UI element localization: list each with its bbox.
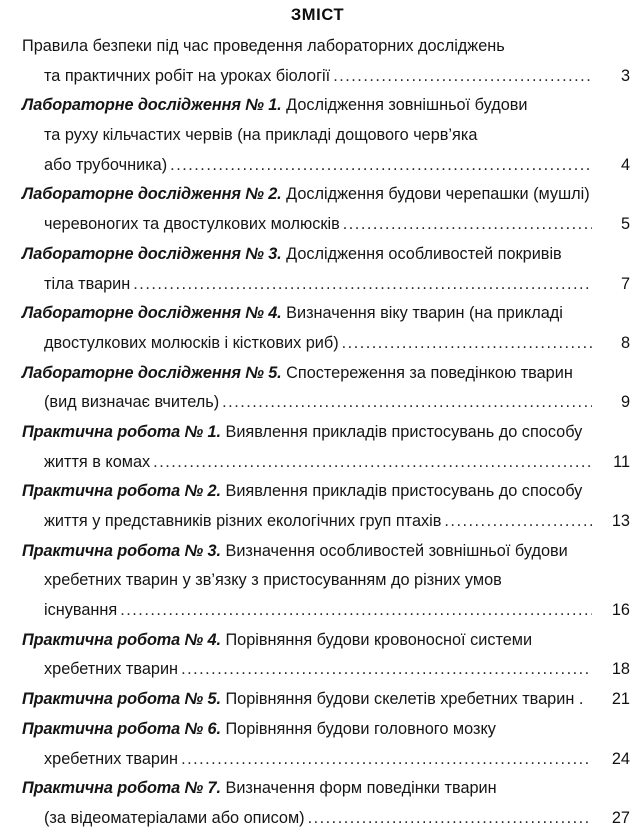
toc-entry[interactable] bbox=[0, 240, 641, 299]
toc-entry-line-text: (вид визначає вчитель) bbox=[44, 393, 220, 412]
dot-leader bbox=[170, 151, 592, 181]
toc-entry-continuation-line bbox=[0, 745, 641, 775]
toc-entry-continuation-line bbox=[0, 507, 641, 537]
toc-entry-continuation-line bbox=[0, 388, 641, 418]
toc-entry-continuation-line bbox=[0, 655, 641, 685]
toc-entry-continuation-line bbox=[0, 566, 641, 596]
dot-leader bbox=[343, 210, 592, 240]
dot-leader bbox=[342, 329, 592, 359]
toc-entry-label: Практична робота № 2. bbox=[22, 482, 221, 501]
page-number: 8 bbox=[620, 333, 630, 352]
toc-entry-first-line bbox=[0, 774, 641, 804]
toc-entry-line-text: хребетних тварин у зв’язку з пристосуванням до різних умов bbox=[44, 571, 502, 590]
toc-entry-first-line bbox=[0, 299, 641, 329]
toc-entry-continuation-line bbox=[0, 121, 641, 151]
toc-entry-text bbox=[22, 537, 568, 567]
toc-entry-text bbox=[22, 626, 532, 656]
table-of-contents-list bbox=[0, 25, 641, 834]
toc-entry-text bbox=[44, 566, 502, 596]
toc-entry-label: Лабораторне дослідження № 3. bbox=[22, 244, 282, 263]
toc-entry-line-text: життя в комах bbox=[44, 452, 151, 471]
toc-entry[interactable] bbox=[0, 91, 641, 180]
toc-entry-text bbox=[44, 388, 219, 418]
toc-entry[interactable] bbox=[0, 626, 641, 685]
toc-entry-label: Лабораторне дослідження № 5. bbox=[22, 363, 282, 382]
page-number: 27 bbox=[611, 808, 630, 827]
toc-entry-text bbox=[22, 477, 582, 507]
dot-leader bbox=[153, 448, 592, 478]
toc-entry-line-text: двостулкових молюсків і кісткових риб) bbox=[44, 333, 339, 352]
toc-entry[interactable] bbox=[0, 32, 641, 91]
toc-entry-first-line bbox=[0, 359, 641, 389]
toc-entry-continuation-line bbox=[0, 596, 641, 626]
toc-entry-line-text: Визначення віку тварин (на прикладі bbox=[286, 304, 563, 323]
toc-entry-text bbox=[22, 91, 528, 121]
toc-entry[interactable] bbox=[0, 477, 641, 536]
toc-entry-line-text: Правила безпеки під час проведення лабораторних досліджень bbox=[22, 37, 505, 55]
toc-entry-line-text: та руху кільчастих червів (на прикладі дощового черв’яка bbox=[44, 126, 478, 145]
toc-entry[interactable] bbox=[0, 537, 641, 626]
dot-leader bbox=[120, 596, 592, 626]
toc-entry-text bbox=[44, 270, 130, 300]
toc-entry-line-text: Порівняння будови скелетів хребетних тварин . bbox=[225, 690, 584, 709]
toc-entry-text bbox=[22, 359, 573, 389]
toc-entry-line-text: та практичних робіт на уроках біології bbox=[44, 66, 331, 85]
toc-entry-label: Практична робота № 5. bbox=[22, 690, 221, 709]
toc-entry[interactable] bbox=[0, 715, 641, 774]
toc-entry-text bbox=[44, 507, 441, 537]
toc-entry-text bbox=[22, 32, 505, 62]
toc-entry-continuation-line bbox=[0, 329, 641, 359]
toc-entry-continuation-line bbox=[0, 448, 641, 478]
toc-entry-label: Практична робота № 1. bbox=[22, 422, 221, 441]
toc-entry-text bbox=[22, 774, 497, 804]
toc-entry-label: Лабораторне дослідження № 4. bbox=[22, 304, 282, 323]
toc-entry-text bbox=[44, 655, 178, 685]
dot-leader bbox=[181, 745, 592, 775]
toc-entry-text bbox=[22, 240, 562, 270]
toc-entry-line-text: існування bbox=[44, 601, 118, 620]
toc-entry[interactable] bbox=[0, 359, 641, 418]
toc-entry-first-line bbox=[0, 626, 641, 656]
toc-entry-first-line bbox=[0, 477, 641, 507]
page-number: 24 bbox=[611, 749, 630, 768]
dot-leader bbox=[333, 62, 592, 92]
page-number: 21 bbox=[611, 690, 630, 709]
toc-entry-first-line bbox=[0, 32, 641, 62]
toc-entry[interactable] bbox=[0, 685, 641, 715]
toc-entry-text bbox=[22, 299, 563, 329]
toc-entry-line-text: Порівняння будови головного мозку bbox=[225, 719, 496, 738]
toc-entry-line-text: життя у представників різних екологічних груп птахів bbox=[44, 512, 442, 530]
toc-entry-first-line bbox=[0, 418, 641, 448]
toc-entry-label: Практична робота № 3. bbox=[22, 541, 221, 560]
page-number: 18 bbox=[611, 660, 630, 679]
toc-entry-text bbox=[44, 745, 178, 775]
toc-entry-line-text: хребетних тварин bbox=[44, 749, 179, 768]
dot-leader bbox=[308, 804, 592, 834]
toc-entry-continuation-line bbox=[0, 210, 641, 240]
page-number: 9 bbox=[620, 393, 630, 412]
page-number: 4 bbox=[620, 155, 630, 174]
page-number: 3 bbox=[620, 66, 630, 85]
toc-entry-line-text: Визначення особливостей зовнішньої будови bbox=[225, 541, 568, 560]
page-number: 5 bbox=[620, 215, 630, 234]
toc-entry-continuation-line bbox=[0, 151, 641, 181]
toc-entry-text bbox=[44, 151, 167, 181]
toc-entry-continuation-line bbox=[0, 270, 641, 300]
toc-entry-line-text: (за відеоматеріалами або описом) bbox=[44, 808, 305, 827]
toc-entry-text bbox=[22, 418, 582, 448]
page-number: 13 bbox=[611, 512, 630, 530]
toc-entry-line-text: Дослідження зовнішньої будови bbox=[286, 96, 528, 115]
toc-entry[interactable] bbox=[0, 774, 641, 833]
toc-entry-line-text: Визначення форм поведінки тварин bbox=[225, 779, 497, 798]
toc-entry-text bbox=[44, 210, 340, 240]
toc-entry-line-text: черевоногих та двостулкових молюсків bbox=[44, 215, 340, 234]
toc-entry-text bbox=[44, 804, 305, 834]
toc-entry-line-text: Дослідження будови черепашки (мушлі) bbox=[286, 185, 590, 204]
toc-entry-first-line bbox=[0, 537, 641, 567]
toc-entry[interactable] bbox=[0, 180, 641, 239]
toc-entry-text bbox=[44, 596, 117, 626]
toc-entry-first-line bbox=[0, 180, 641, 210]
page-number: 11 bbox=[613, 452, 630, 471]
dot-leader bbox=[181, 655, 592, 685]
toc-entry-label: Лабораторне дослідження № 2. bbox=[22, 185, 282, 204]
toc-entry-first-line bbox=[0, 715, 641, 745]
toc-entry-line-text: Дослідження особливостей покривів bbox=[286, 244, 562, 263]
toc-entry-text bbox=[22, 685, 583, 715]
toc-entry-line-text: Спостереження за поведінкою тварин bbox=[286, 363, 573, 382]
toc-entry-label: Практична робота № 4. bbox=[22, 630, 221, 649]
toc-entry-text bbox=[44, 62, 330, 92]
page-number: 16 bbox=[611, 601, 630, 620]
dot-leader bbox=[133, 270, 592, 300]
toc-entry-first-line bbox=[0, 240, 641, 270]
toc-entry-text bbox=[44, 121, 477, 151]
toc-entry-line-text: Виявлення прикладів пристосувань до способу bbox=[225, 422, 583, 441]
toc-entry-line-text: хребетних тварин bbox=[44, 660, 179, 679]
toc-entry-line-text: тіла тварин bbox=[44, 274, 131, 293]
toc-entry-first-line bbox=[0, 91, 641, 121]
toc-entry-continuation-line bbox=[0, 62, 641, 92]
page-title: ЗМІСТ bbox=[290, 6, 345, 24]
toc-entry-label: Практична робота № 6. bbox=[22, 719, 221, 738]
toc-entry-text bbox=[22, 715, 496, 745]
toc-entry-text bbox=[44, 448, 150, 478]
toc-entry-line-text: або трубочника) bbox=[44, 155, 168, 174]
dot-leader bbox=[444, 507, 592, 537]
toc-entry-label: Практична робота № 7. bbox=[22, 779, 221, 798]
toc-entry-line-text: Порівняння будови кровоносної системи bbox=[225, 630, 533, 649]
toc-entry[interactable] bbox=[0, 418, 641, 477]
toc-entry-label: Лабораторне дослідження № 1. bbox=[22, 96, 282, 115]
toc-entry-text bbox=[22, 180, 590, 210]
toc-entry-continuation-line bbox=[0, 804, 641, 834]
toc-entry-text bbox=[44, 329, 339, 359]
dot-leader bbox=[222, 388, 592, 418]
page-number: 7 bbox=[620, 274, 630, 293]
toc-entry-line-text: Виявлення прикладів пристосувань до способу bbox=[225, 482, 583, 501]
toc-entry[interactable] bbox=[0, 299, 641, 358]
toc-entry-first-line bbox=[0, 685, 641, 715]
